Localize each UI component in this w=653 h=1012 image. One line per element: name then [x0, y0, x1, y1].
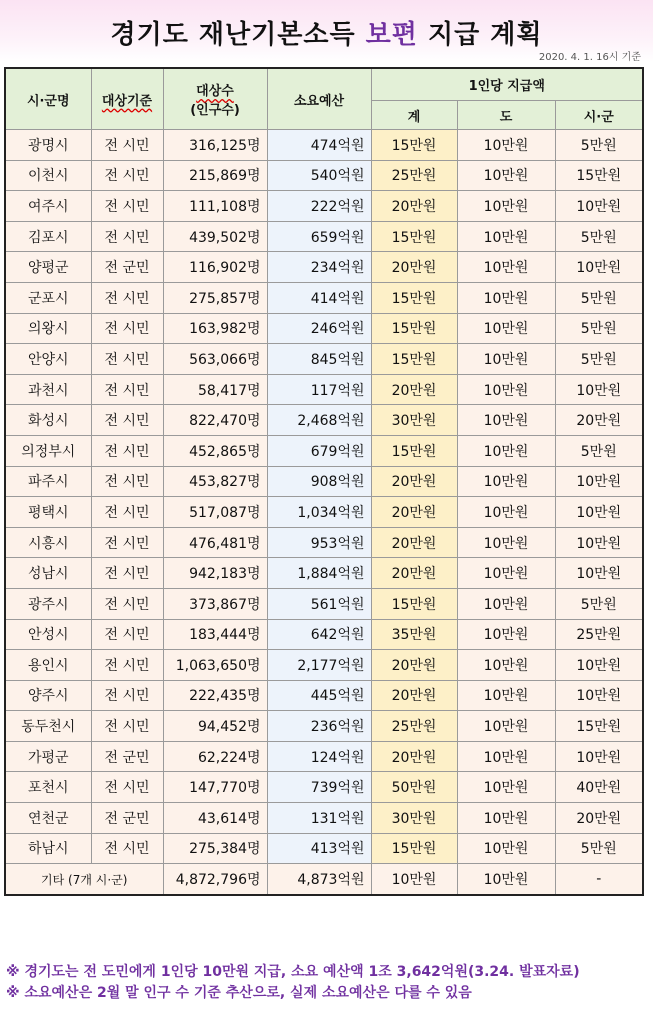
total-amount-cell: 15만원	[371, 588, 457, 619]
budget-cell: 953억원	[267, 527, 371, 558]
budget-cell: 124억원	[267, 741, 371, 772]
footnotes	[6, 962, 651, 1004]
target-cell: 전 시민	[91, 435, 163, 466]
population-cell: 563,066명	[163, 344, 267, 375]
total-amount-cell: 20만원	[371, 680, 457, 711]
province-amount-cell: 10만원	[457, 833, 555, 864]
target-cell: 전 군민	[91, 252, 163, 283]
province-amount-cell: 10만원	[457, 772, 555, 803]
table-row	[5, 497, 643, 528]
province-amount-cell: 10만원	[457, 619, 555, 650]
budget-cell: 474억원	[267, 130, 371, 161]
province-amount-cell: 10만원	[457, 344, 555, 375]
city-amount-cell: 15만원	[555, 711, 643, 742]
population-cell: 163,982명	[163, 313, 267, 344]
population-cell: 316,125명	[163, 130, 267, 161]
budget-cell: 117억원	[267, 374, 371, 405]
other-city: -	[555, 864, 643, 895]
budget-cell: 445억원	[267, 680, 371, 711]
budget-cell: 236억원	[267, 711, 371, 742]
target-cell: 전 시민	[91, 344, 163, 375]
total-amount-cell: 15만원	[371, 313, 457, 344]
budget-cell: 2,468억원	[267, 405, 371, 436]
header-total: 계	[371, 101, 457, 130]
city-amount-cell: 10만원	[555, 252, 643, 283]
region-cell: 용인시	[5, 650, 91, 681]
city-amount-cell: 5만원	[555, 282, 643, 313]
budget-cell: 131억원	[267, 803, 371, 834]
budget-cell: 246억원	[267, 313, 371, 344]
city-amount-cell: 5만원	[555, 588, 643, 619]
city-amount-cell: 40만원	[555, 772, 643, 803]
province-amount-cell: 10만원	[457, 313, 555, 344]
city-amount-cell: 15만원	[555, 160, 643, 191]
city-amount-cell: 5만원	[555, 313, 643, 344]
table-row	[5, 833, 643, 864]
total-amount-cell: 20만원	[371, 650, 457, 681]
population-cell: 183,444명	[163, 619, 267, 650]
target-cell: 전 시민	[91, 772, 163, 803]
total-amount-cell: 25만원	[371, 160, 457, 191]
footnote-2: ※ 소요예산은 2월 말 인구 수 기준 추산으로, 실제 소요예산은 다를 수 있음	[6, 985, 472, 1001]
population-cell: 147,770명	[163, 772, 267, 803]
table-row	[5, 680, 643, 711]
table-row	[5, 435, 643, 466]
province-amount-cell: 10만원	[457, 497, 555, 528]
total-amount-cell: 20만원	[371, 191, 457, 222]
budget-cell: 222억원	[267, 191, 371, 222]
total-amount-cell: 20만원	[371, 527, 457, 558]
budget-cell: 739억원	[267, 772, 371, 803]
table-row	[5, 221, 643, 252]
target-cell: 전 시민	[91, 497, 163, 528]
table-row	[5, 619, 643, 650]
population-cell: 439,502명	[163, 221, 267, 252]
target-cell: 전 시민	[91, 191, 163, 222]
budget-cell: 642억원	[267, 619, 371, 650]
province-amount-cell: 10만원	[457, 558, 555, 589]
region-cell: 시흥시	[5, 527, 91, 558]
city-amount-cell: 10만원	[555, 466, 643, 497]
total-amount-cell: 35만원	[371, 619, 457, 650]
city-amount-cell: 5만원	[555, 130, 643, 161]
total-amount-cell: 20만원	[371, 466, 457, 497]
title-highlight: 보편	[365, 20, 418, 50]
header-population: 대상수 (인구수)	[163, 68, 267, 130]
target-cell: 전 시민	[91, 619, 163, 650]
province-amount-cell: 10만원	[457, 191, 555, 222]
city-amount-cell: 10만원	[555, 497, 643, 528]
budget-cell: 234억원	[267, 252, 371, 283]
target-cell: 전 시민	[91, 558, 163, 589]
title-suffix: 지급 계획	[417, 20, 543, 50]
total-amount-cell: 15만원	[371, 344, 457, 375]
budget-cell: 659억원	[267, 221, 371, 252]
province-amount-cell: 10만원	[457, 588, 555, 619]
city-amount-cell: 5만원	[555, 344, 643, 375]
target-cell: 전 시민	[91, 130, 163, 161]
table-row	[5, 466, 643, 497]
region-cell: 김포시	[5, 221, 91, 252]
region-cell: 연천군	[5, 803, 91, 834]
region-cell: 광명시	[5, 130, 91, 161]
table-row	[5, 527, 643, 558]
target-cell: 전 시민	[91, 405, 163, 436]
total-amount-cell: 15만원	[371, 435, 457, 466]
region-cell: 양주시	[5, 680, 91, 711]
target-cell: 전 시민	[91, 313, 163, 344]
header-per-person: 1인당 지급액	[371, 68, 643, 101]
target-cell: 전 군민	[91, 803, 163, 834]
region-cell: 이천시	[5, 160, 91, 191]
other-budget: 4,873억원	[267, 864, 371, 895]
city-amount-cell: 10만원	[555, 650, 643, 681]
budget-cell: 2,177억원	[267, 650, 371, 681]
table-row	[5, 650, 643, 681]
table-row	[5, 558, 643, 589]
population-cell: 111,108명	[163, 191, 267, 222]
province-amount-cell: 10만원	[457, 252, 555, 283]
target-cell: 전 시민	[91, 374, 163, 405]
header-province: 도	[457, 101, 555, 130]
region-cell: 성남시	[5, 558, 91, 589]
population-cell: 517,087명	[163, 497, 267, 528]
target-cell: 전 시민	[91, 466, 163, 497]
province-amount-cell: 10만원	[457, 650, 555, 681]
city-amount-cell: 10만원	[555, 527, 643, 558]
other-population: 4,872,796명	[163, 864, 267, 895]
province-amount-cell: 10만원	[457, 435, 555, 466]
region-cell: 파주시	[5, 466, 91, 497]
region-cell: 평택시	[5, 497, 91, 528]
table-row	[5, 130, 643, 161]
province-amount-cell: 10만원	[457, 741, 555, 772]
target-cell: 전 시민	[91, 680, 163, 711]
table-header	[5, 68, 643, 130]
region-cell: 의정부시	[5, 435, 91, 466]
table-row	[5, 588, 643, 619]
total-amount-cell: 20만원	[371, 374, 457, 405]
total-amount-cell: 15만원	[371, 130, 457, 161]
city-amount-cell: 10만원	[555, 374, 643, 405]
region-cell: 화성시	[5, 405, 91, 436]
table-row	[5, 741, 643, 772]
city-amount-cell: 20만원	[555, 803, 643, 834]
population-cell: 942,183명	[163, 558, 267, 589]
population-cell: 1,063,650명	[163, 650, 267, 681]
table-row	[5, 344, 643, 375]
total-amount-cell: 50만원	[371, 772, 457, 803]
province-amount-cell: 10만원	[457, 803, 555, 834]
population-cell: 94,452명	[163, 711, 267, 742]
total-amount-cell: 15만원	[371, 221, 457, 252]
target-cell: 전 시민	[91, 527, 163, 558]
province-amount-cell: 10만원	[457, 405, 555, 436]
budget-cell: 413억원	[267, 833, 371, 864]
population-cell: 215,869명	[163, 160, 267, 191]
province-amount-cell: 10만원	[457, 374, 555, 405]
table-footer	[5, 864, 643, 895]
population-cell: 275,857명	[163, 282, 267, 313]
population-cell: 453,827명	[163, 466, 267, 497]
other-total: 10만원	[371, 864, 457, 895]
total-amount-cell: 30만원	[371, 405, 457, 436]
table-row	[5, 405, 643, 436]
province-amount-cell: 10만원	[457, 466, 555, 497]
budget-cell: 908억원	[267, 466, 371, 497]
footnote-1: ※ 경기도는 전 도민에게 1인당 10만원 지급, 소요 예산액 1조 3,642억원(3.24. 발표자료)	[6, 964, 580, 980]
target-cell: 전 시민	[91, 160, 163, 191]
city-amount-cell: 10만원	[555, 680, 643, 711]
table-row	[5, 803, 643, 834]
city-amount-cell: 10만원	[555, 191, 643, 222]
region-cell: 과천시	[5, 374, 91, 405]
total-amount-cell: 20만원	[371, 558, 457, 589]
city-amount-cell: 20만원	[555, 405, 643, 436]
region-cell: 가평군	[5, 741, 91, 772]
table-row	[5, 252, 643, 283]
table-row	[5, 160, 643, 191]
population-cell: 62,224명	[163, 741, 267, 772]
table-row	[5, 191, 643, 222]
total-amount-cell: 15만원	[371, 282, 457, 313]
budget-cell: 1,884억원	[267, 558, 371, 589]
total-amount-cell: 20만원	[371, 497, 457, 528]
total-amount-cell: 15만원	[371, 833, 457, 864]
total-amount-cell: 20만원	[371, 741, 457, 772]
header-city: 시·군	[555, 101, 643, 130]
table-row	[5, 374, 643, 405]
target-cell: 전 군민	[91, 741, 163, 772]
province-amount-cell: 10만원	[457, 680, 555, 711]
target-cell: 전 시민	[91, 221, 163, 252]
table-row	[5, 282, 643, 313]
table-row	[5, 772, 643, 803]
population-cell: 476,481명	[163, 527, 267, 558]
budget-cell: 1,034억원	[267, 497, 371, 528]
province-amount-cell: 10만원	[457, 221, 555, 252]
region-cell: 여주시	[5, 191, 91, 222]
budget-cell: 561억원	[267, 588, 371, 619]
other-label: 기타 (7개 시·군)	[5, 864, 163, 895]
region-cell: 안성시	[5, 619, 91, 650]
header-target: 대상기준	[91, 68, 163, 130]
page-title	[0, 14, 653, 51]
title-prefix: 경기도 재난기본소득	[110, 20, 366, 50]
table-row	[5, 313, 643, 344]
city-amount-cell: 5만원	[555, 221, 643, 252]
province-amount-cell: 10만원	[457, 527, 555, 558]
table-row-other	[5, 864, 643, 895]
city-amount-cell: 10만원	[555, 741, 643, 772]
region-cell: 양평군	[5, 252, 91, 283]
province-amount-cell: 10만원	[457, 711, 555, 742]
city-amount-cell: 5만원	[555, 435, 643, 466]
total-amount-cell: 20만원	[371, 252, 457, 283]
total-amount-cell: 25만원	[371, 711, 457, 742]
budget-cell: 845억원	[267, 344, 371, 375]
budget-cell: 414억원	[267, 282, 371, 313]
target-cell: 전 시민	[91, 711, 163, 742]
province-amount-cell: 10만원	[457, 130, 555, 161]
header-region: 시·군명	[5, 68, 91, 130]
population-cell: 116,902명	[163, 252, 267, 283]
header-budget: 소요예산	[267, 68, 371, 130]
target-cell: 전 시민	[91, 650, 163, 681]
city-amount-cell: 10만원	[555, 558, 643, 589]
table-body	[5, 130, 643, 864]
region-cell: 동두천시	[5, 711, 91, 742]
target-cell: 전 시민	[91, 588, 163, 619]
population-cell: 822,470명	[163, 405, 267, 436]
population-cell: 373,867명	[163, 588, 267, 619]
region-cell: 군포시	[5, 282, 91, 313]
payment-plan-table	[4, 67, 644, 896]
title-banner	[0, 0, 653, 62]
population-cell: 58,417명	[163, 374, 267, 405]
province-amount-cell: 10만원	[457, 160, 555, 191]
city-amount-cell: 5만원	[555, 833, 643, 864]
region-cell: 안양시	[5, 344, 91, 375]
region-cell: 하남시	[5, 833, 91, 864]
target-cell: 전 시민	[91, 282, 163, 313]
region-cell: 포천시	[5, 772, 91, 803]
budget-cell: 679억원	[267, 435, 371, 466]
total-amount-cell: 30만원	[371, 803, 457, 834]
target-cell: 전 시민	[91, 833, 163, 864]
population-cell: 222,435명	[163, 680, 267, 711]
budget-cell: 540억원	[267, 160, 371, 191]
basis-date: 2020. 4. 1. 16시 기준	[538, 52, 641, 63]
population-cell: 275,384명	[163, 833, 267, 864]
other-province: 10만원	[457, 864, 555, 895]
city-amount-cell: 25만원	[555, 619, 643, 650]
population-cell: 452,865명	[163, 435, 267, 466]
region-cell: 의왕시	[5, 313, 91, 344]
population-cell: 43,614명	[163, 803, 267, 834]
province-amount-cell: 10만원	[457, 282, 555, 313]
table-row	[5, 711, 643, 742]
region-cell: 광주시	[5, 588, 91, 619]
